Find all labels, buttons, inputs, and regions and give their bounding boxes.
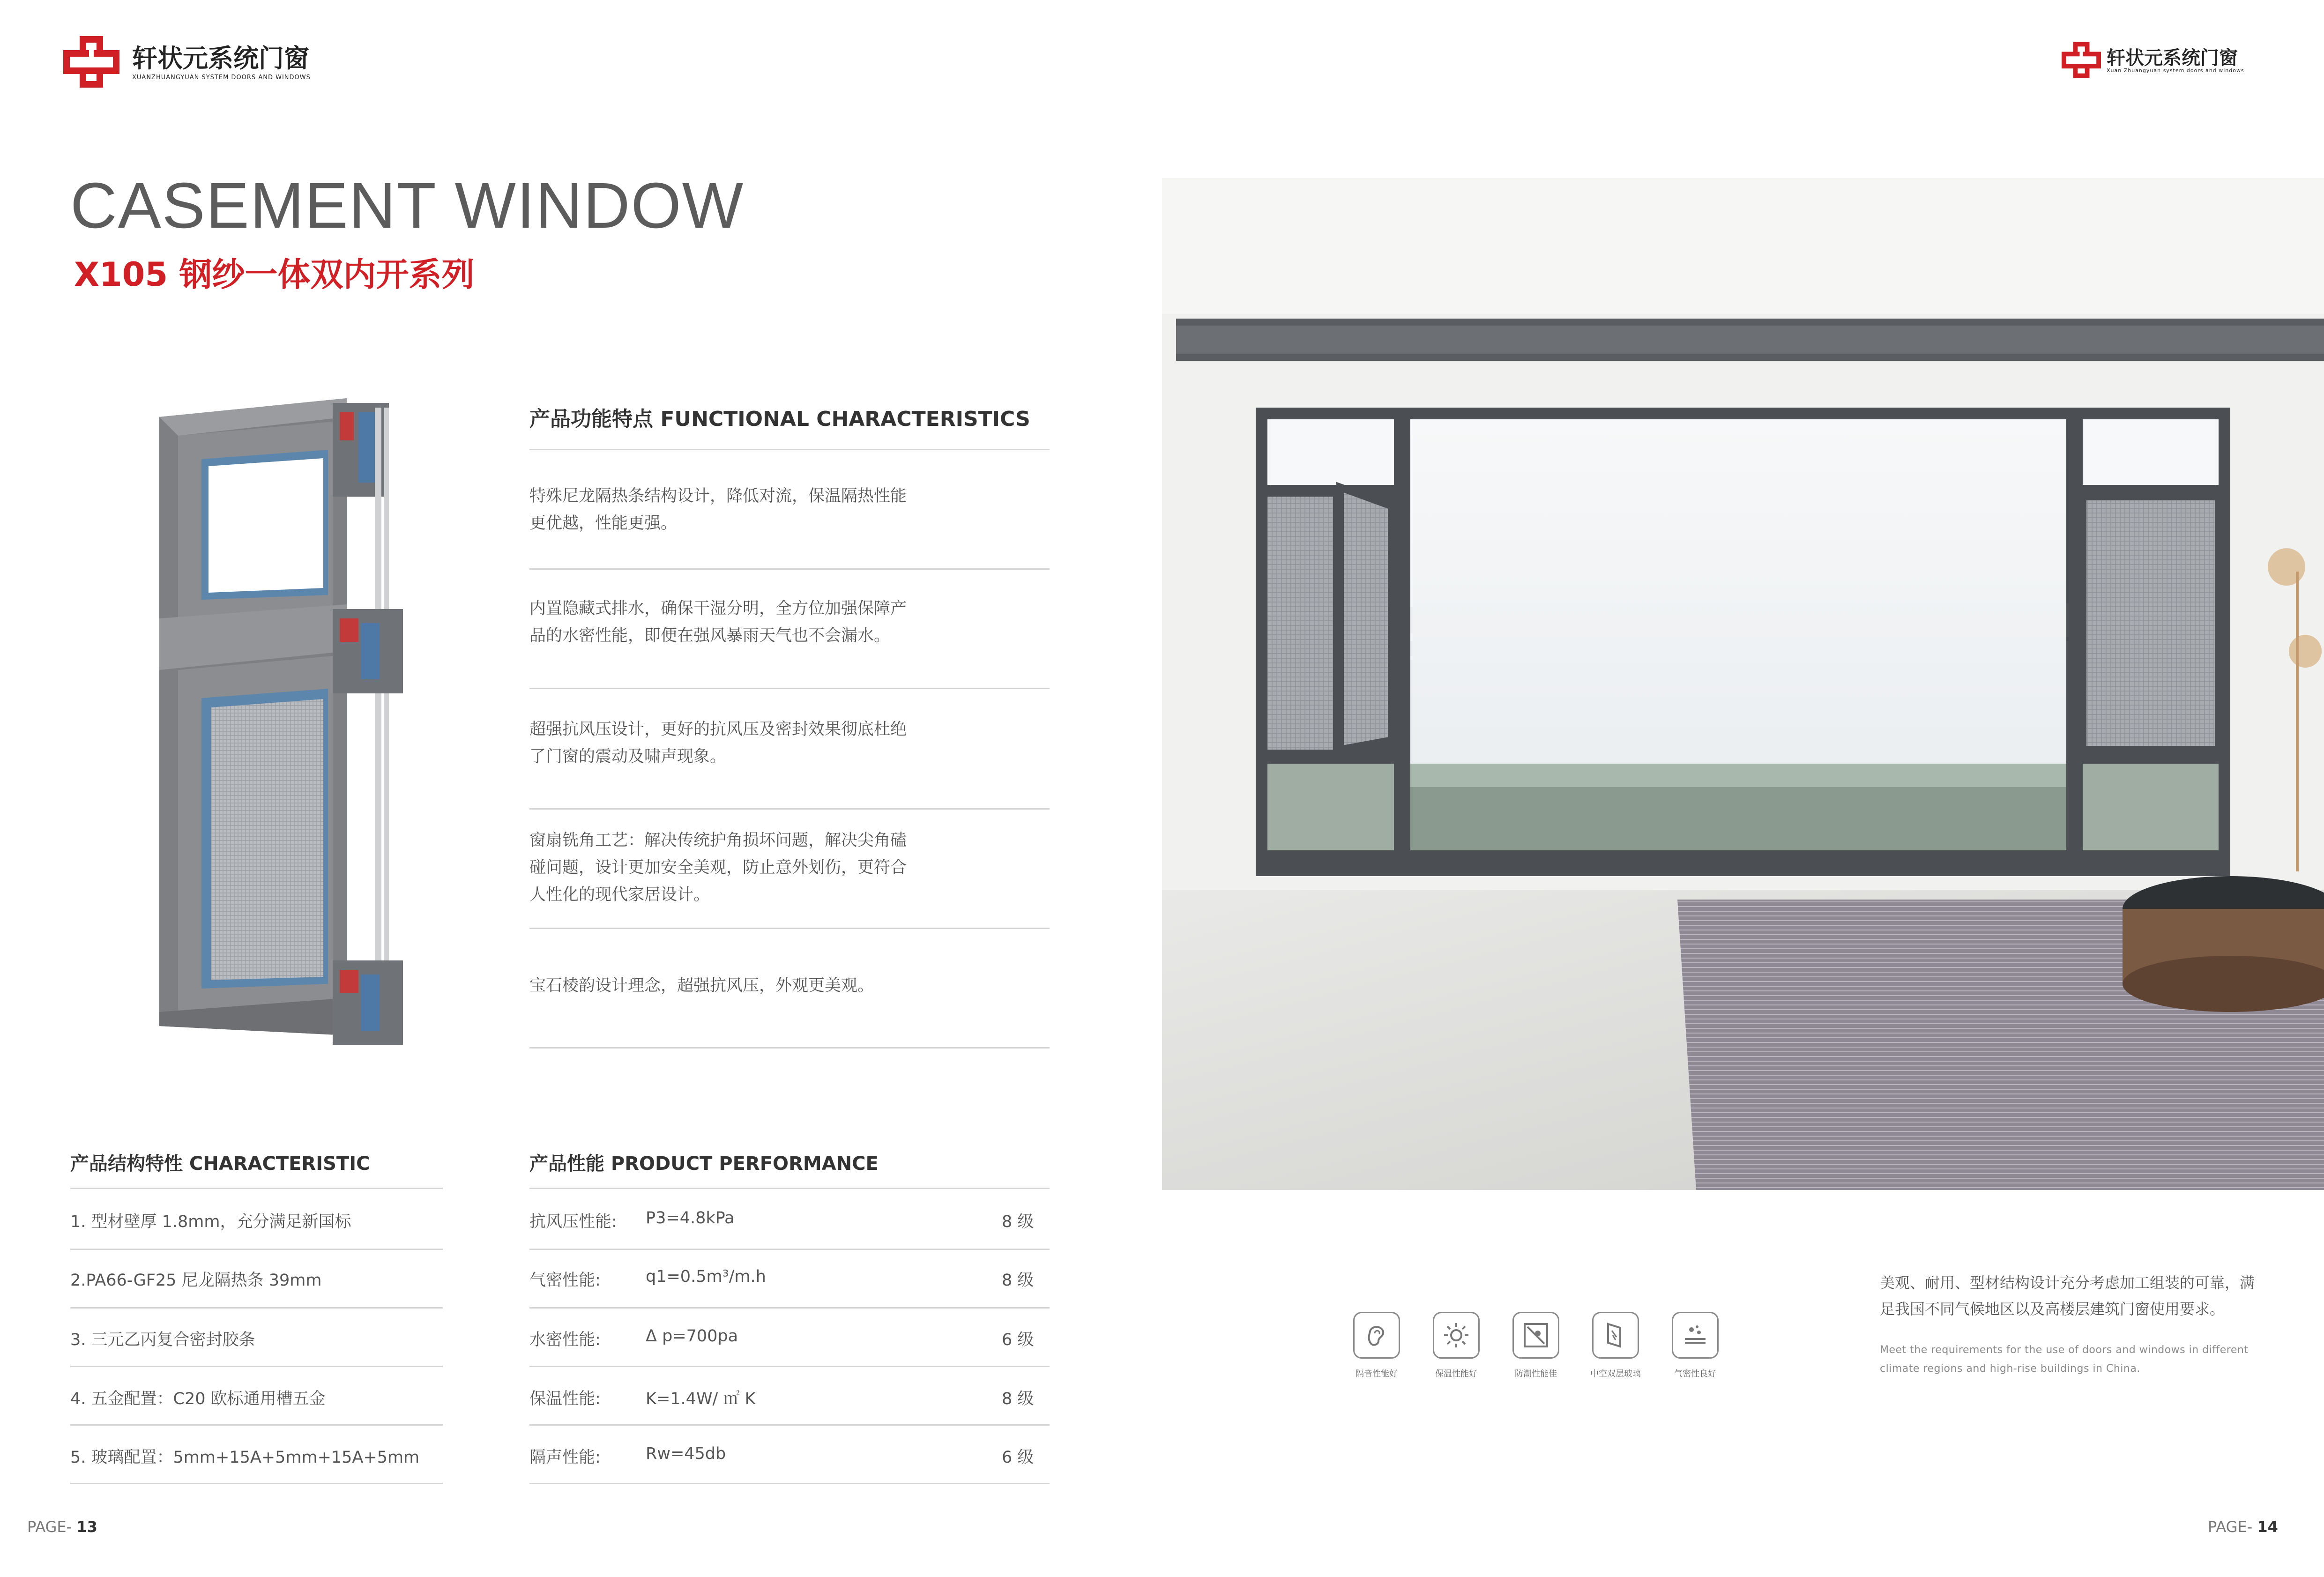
performance-label: 气密性能: <box>529 1271 601 1290</box>
performance-label: 抗风压性能: <box>529 1213 617 1231</box>
icon-caption: 气密性良好 <box>1674 1369 1716 1379</box>
characteristic-item: 1. 型材壁厚 1.8mm，充分满足新国标 <box>70 1213 351 1231</box>
series-subtitle: X105 钢纱一体双内开系列 <box>74 255 475 294</box>
divider <box>70 1188 443 1189</box>
glass-pane-icon <box>1592 1312 1639 1359</box>
divider <box>529 568 1050 570</box>
brand-logo-icon <box>61 34 122 90</box>
icon-caption: 中空双层玻璃 <box>1590 1369 1641 1379</box>
airtight-icon <box>1672 1312 1719 1359</box>
feature-item: 窗扇铣角工艺：解决传统护角损坏问题，解决尖角磕碰问题，设计更加安全美观，防止意外划伤，更符合人性化的现代家居设计。 <box>529 831 907 904</box>
divider <box>529 1249 1050 1250</box>
divider <box>529 1047 1050 1049</box>
divider <box>529 1307 1050 1309</box>
divider <box>70 1249 443 1250</box>
icon-caption: 隔音性能好 <box>1356 1369 1398 1379</box>
performance-value: P3=4.8kPa <box>646 1209 735 1227</box>
performance-heading: 产品性能 PRODUCT PERFORMANCE <box>529 1153 879 1175</box>
brand-tagline: Xuan Zhuangyuan system doors and windows <box>2107 67 2244 74</box>
ear-icon <box>1353 1312 1400 1359</box>
performance-grade: 8 级 <box>1002 1390 1034 1408</box>
icon-caption: 防潮性能佳 <box>1515 1369 1557 1379</box>
performance-value: q1=0.5m³/m.h <box>646 1267 766 1286</box>
brand-tagline: XUANZHUANGYUAN SYSTEM DOORS AND WINDOWS <box>132 74 311 81</box>
characteristic-heading: 产品结构特性 CHARACTERISTIC <box>70 1153 370 1175</box>
characteristic-item: 2.PA66-GF25 尼龙隔热条 39mm <box>70 1271 322 1290</box>
divider <box>70 1307 443 1309</box>
divider <box>529 808 1050 810</box>
sun-icon <box>1433 1312 1480 1359</box>
page-number-left: PAGE- 13 <box>27 1518 97 1536</box>
divider <box>529 1366 1050 1367</box>
performance-grade: 6 级 <box>1002 1448 1034 1467</box>
divider <box>529 449 1050 450</box>
feature-item: 内置隐藏式排水，确保干湿分明，全方位加强保障产品的水密性能，即便在强风暴雨天气也不会漏水。 <box>529 599 907 645</box>
divider <box>529 928 1050 929</box>
brand-logo-icon <box>2060 40 2103 80</box>
performance-grade: 8 级 <box>1002 1213 1034 1231</box>
page-title: CASEMENT WINDOW <box>70 170 745 242</box>
performance-label: 水密性能: <box>529 1331 601 1349</box>
icon-caption: 保温性能好 <box>1435 1369 1477 1379</box>
performance-value: Rw=45db <box>646 1444 726 1463</box>
product-description-cn: 美观、耐用、型材结构设计充分考虑加工组装的可靠，满足我国不同气候地区以及高楼层建筑门窗使用要求。 <box>1880 1274 2255 1318</box>
characteristic-item: 4. 五金配置：C20 欧标通用槽五金 <box>70 1390 326 1408</box>
divider <box>529 688 1050 689</box>
performance-value: Δ p=700pa <box>646 1327 738 1346</box>
window-profile-illustration <box>150 389 426 1054</box>
page-number-right: PAGE- 14 <box>2208 1518 2278 1536</box>
performance-label: 隔声性能: <box>529 1448 601 1467</box>
performance-value: K=1.4W/ ㎡ K <box>646 1390 756 1408</box>
brand-name: 轩状元系统门窗 <box>2107 47 2238 69</box>
divider <box>529 1188 1050 1189</box>
brand-name: 轩状元系统门窗 <box>132 44 309 73</box>
room-scene-photo <box>1162 178 2324 1190</box>
feature-item: 宝石棱韵设计理念，超强抗风压，外观更美观。 <box>529 976 874 995</box>
performance-label: 保温性能: <box>529 1390 601 1408</box>
product-description-en: Meet the requirements for the use of doors and windows in different climate regions and high-rise buildings in China. <box>1880 1344 2249 1375</box>
divider <box>70 1483 443 1484</box>
feature-item: 超强抗风压设计，更好的抗风压及密封效果彻底杜绝了门窗的震动及啸声现象。 <box>529 720 907 766</box>
divider <box>529 1424 1050 1426</box>
performance-grade: 8 级 <box>1002 1271 1034 1290</box>
no-mosquito-icon <box>1512 1312 1559 1359</box>
divider <box>70 1424 443 1426</box>
divider <box>70 1366 443 1367</box>
features-heading: 产品功能特点 FUNCTIONAL CHARACTERISTICS <box>529 407 1030 431</box>
characteristic-item: 3. 三元乙丙复合密封胶条 <box>70 1331 255 1349</box>
feature-item: 特殊尼龙隔热条结构设计，降低对流，保温隔热性能更优越，性能更强。 <box>529 487 907 533</box>
divider <box>529 1483 1050 1484</box>
characteristic-item: 5. 玻璃配置：5mm+15A+5mm+15A+5mm <box>70 1448 420 1467</box>
performance-grade: 6 级 <box>1002 1331 1034 1349</box>
